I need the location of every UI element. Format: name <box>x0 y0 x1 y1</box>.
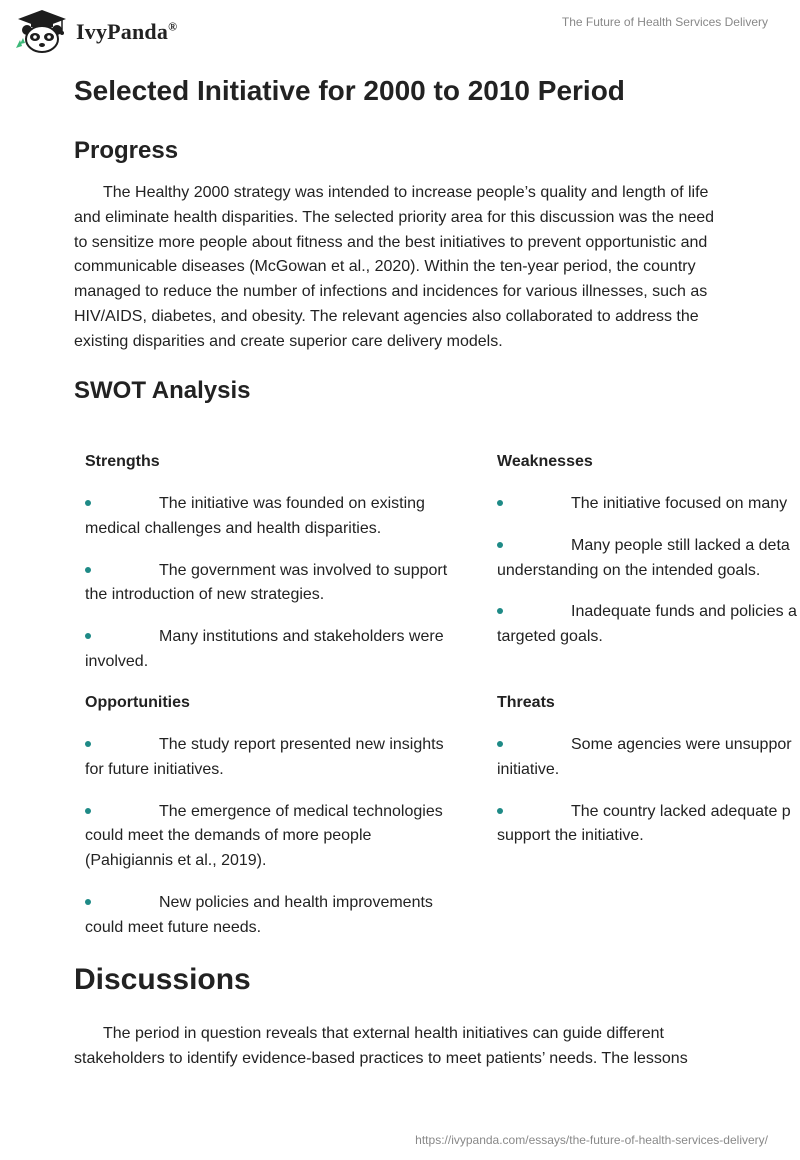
opportunities-title: Opportunities <box>85 694 190 711</box>
item-text: Many institutions and stakeholders were <box>159 628 444 646</box>
item-text: The initiative was founded on existing <box>159 495 425 512</box>
swot-list-item <box>85 492 475 542</box>
bullet-icon <box>497 500 503 506</box>
item-text: The initiative focused on many <box>571 495 788 512</box>
bullet-icon <box>497 808 503 814</box>
bullet-icon <box>497 741 503 747</box>
item-text-continued: could meet the demands of more people <box>85 827 372 845</box>
swot-list-item <box>497 800 800 850</box>
item-text-continued: could meet future needs. <box>85 918 262 936</box>
item-text: The study report presented new insights <box>159 736 444 753</box>
weaknesses-title: Weaknesses <box>497 453 593 470</box>
swot-list-item <box>85 800 475 874</box>
swot-list-item <box>497 733 800 783</box>
item-text: Inadequate funds and policies a <box>571 603 797 621</box>
discussions-section <box>74 962 724 1072</box>
swot-list-item <box>497 534 800 584</box>
bullet-icon <box>85 567 91 573</box>
site-header <box>0 0 800 70</box>
swot-list-item <box>85 891 475 940</box>
swot-list-item <box>497 600 800 650</box>
strengths-title: Strengths <box>85 453 160 470</box>
panda-mascot-icon <box>14 8 70 56</box>
swot-list-item <box>85 625 475 675</box>
item-text: The emergence of medical technologies <box>159 802 443 820</box>
discussions-heading: Discussions <box>74 963 251 996</box>
item-text: The government was involved to support <box>159 561 448 579</box>
swot-strengths <box>85 450 475 692</box>
item-text-continued: targeted goals. <box>497 628 603 646</box>
progress-paragraph: The Healthy 2000 strategy was intended to increase people’s quality and length of life and eliminate health disparities. The selected priority area for this discussion was the need to sensitize more people about fitness and the best initiatives to prevent opportunistic and communicable diseases (McGowan et al., 2020). Within the ten-year period, the country managed to reduce the number of infections and incidences for various illnesses, such as HIV/AIDS, diabetes, and obesity. The relevant agencies also collaborated to address the existing disparities and create superior care delivery models. <box>74 184 715 350</box>
item-text-continued: involved. <box>85 652 149 670</box>
item-text-continued: medical challenges and health disparities. <box>85 519 382 537</box>
bullet-icon <box>85 899 91 905</box>
threats-title: Threats <box>497 694 555 711</box>
progress-heading: Progress <box>74 137 179 164</box>
swot-opportunities <box>85 691 475 940</box>
item-text-continued: the introduction of new strategies. <box>85 586 325 604</box>
item-text-continued: for future initiatives. <box>85 760 224 778</box>
page-title: Selected Initiative for 2000 to 2010 Period <box>74 75 625 106</box>
brand-logo[interactable] <box>14 8 177 56</box>
document-title: The Future of Health Services Delivery <box>561 15 768 29</box>
discussions-paragraph: The period in question reveals that external health initiatives can guide different stakeholders to identify evidence-based practices to meet patients’ needs. The lessons <box>74 1025 688 1067</box>
swot-grid <box>85 450 800 940</box>
item-text: Many people still lacked a deta <box>571 536 790 554</box>
bullet-icon <box>85 741 91 747</box>
swot-list-item <box>85 733 475 783</box>
source-url[interactable]: https://ivypanda.com/essays/the-future-of-health-services-delivery/ <box>415 1133 768 1147</box>
bullet-icon <box>85 500 91 506</box>
item-text: The country lacked adequate p <box>571 802 791 820</box>
item-text: New policies and health improvements <box>159 893 433 911</box>
trademark-symbol: ® <box>168 19 178 34</box>
swot-list-item <box>85 559 475 609</box>
swot-threats <box>497 691 800 866</box>
item-text: Some agencies were unsuppor <box>571 736 792 753</box>
bullet-icon <box>85 808 91 814</box>
brand-name: IvyPanda® <box>76 19 178 44</box>
swot-list-item <box>497 492 800 517</box>
bullet-icon <box>497 542 503 548</box>
item-text-continued: support the initiative. <box>497 827 644 845</box>
main-content <box>74 74 724 406</box>
swot-heading: SWOT Analysis <box>74 376 251 404</box>
swot-weaknesses <box>497 450 800 667</box>
item-text-continued: (Pahigiannis et al., 2019). <box>85 852 267 870</box>
item-text-continued: initiative. <box>497 760 560 778</box>
item-text-continued: understanding on the intended goals. <box>497 561 761 579</box>
